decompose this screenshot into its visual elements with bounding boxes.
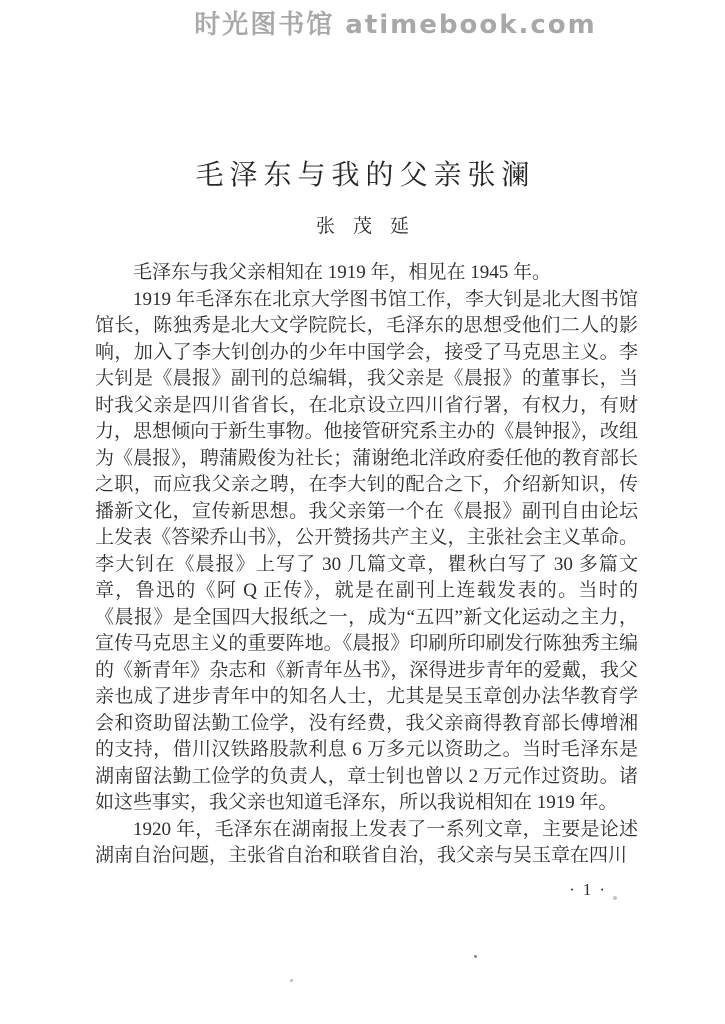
- page-number: ·1·: [569, 880, 613, 899]
- article-author: 张茂延: [315, 216, 427, 237]
- paragraph: 毛泽东与我父亲相知在 1919 年，相见在 1945 年。: [133, 262, 552, 283]
- paragraph: 1919 年毛泽东在北京大学图书馆工作，李大钊是北大图书馆馆长，陈独秀是北大文学院院长，毛泽东的思想受他们二人的影响，加入了李大钊创办的少年中国学会，接受了马克思主义。李大钊是《晨报》副刊的总编辑，我父亲是《晨报》的董事长，当时我父亲是四川省省长，在北京设立四川省行署，有权力，有财力，思想倾向于新生事物。他接管研究系主办的《晨钟报》，改组为《晨报》，聘蒲殿俊为社长；蒲谢绝北洋政府委任他的教育部长之职，而应我父亲之聘，在李大钊的配合之下，介绍新知识，传播新文化，宣传新思想。我父亲第一个在《晨报》副刊自由论坛上发表《答梁乔山书》，公开赞扬共产主义，主张社会主义革命。李大钊在《晨报》上写了 30 几篇文章，瞿秋白写了 30 多篇文章，鲁迅的《阿 Q 正传》，就是在副刊上连载发表的。当时的《晨报》是全国四大报纸之一，成为“五四”新文化运动之主力，宣传马克思主义的重要阵地。《晨报》印刷所印刷发行陈独秀主编的《新青年》杂志和《新青年丛书》，深得进步青年的爱戴，我父亲也成了进步青年中的知名人士，尤其是吴玉章创办法华教育学会和资助留法勤工俭学，没有经费，我父亲商得教育部长傅增湘的支持，借川汉铁路股款利息 6 万多元以资助之。当时毛泽东是湖南留法勤工俭学的负责人，章士钊也曾以 2 万元作过资助。诸如这些事实，我父亲也知道毛泽东，所以我说相知在 1919 年。: [95, 288, 638, 813]
- article-title: 毛泽东与我的父亲张澜: [195, 160, 536, 191]
- library-watermark: 时光图书馆 atimebook.com: [194, 10, 597, 40]
- paragraph: 1920 年，毛泽东在湖南报上发表了一系列文章，主要是论述湖南自治问题，主张省自治和联省自治，我父亲与吴玉章在四川: [95, 818, 638, 866]
- scan-speck: [474, 955, 477, 958]
- scan-speck: [613, 896, 617, 900]
- scan-speck: [290, 979, 293, 982]
- article-body: [95, 260, 638, 870]
